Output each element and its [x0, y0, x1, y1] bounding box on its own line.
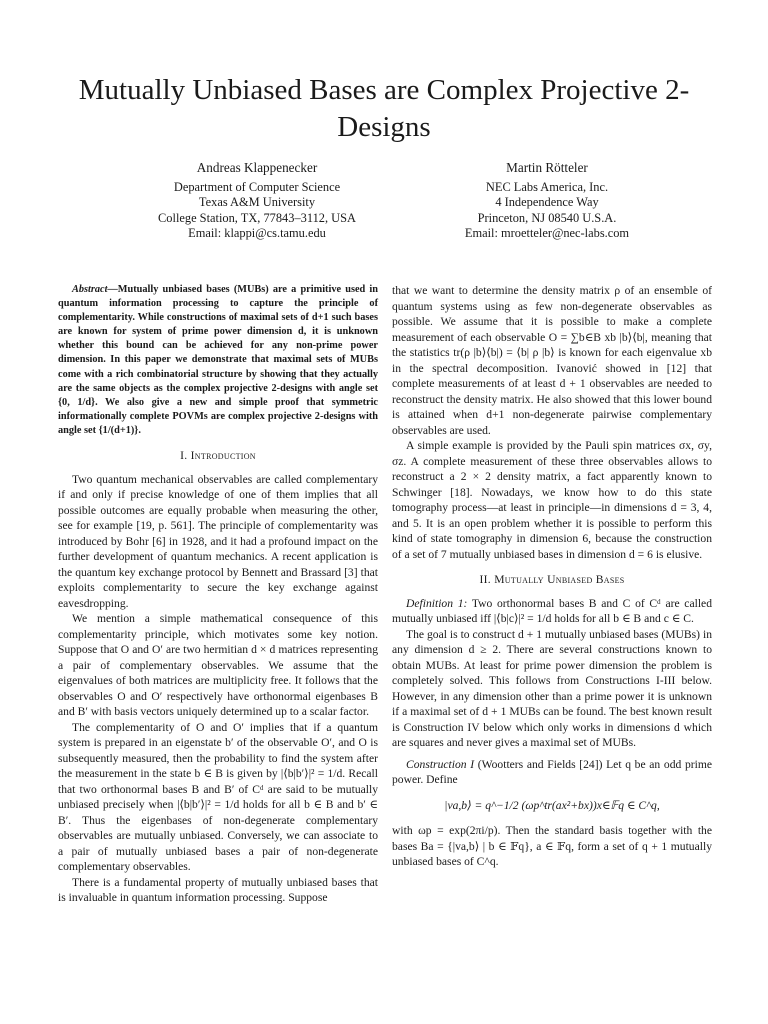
construction-paragraph: [392, 757, 712, 788]
section-heading-mub: II. Mutually Unbiased Bases: [479, 573, 625, 586]
author-block-1: [107, 160, 407, 242]
author-affiliation-line: 4 Independence Way: [495, 195, 599, 210]
body-paragraph: The goal is to construct d + 1 mutually unbiased bases (MUBs) in any dimension d ≥ 2. There are several constructions known to obtain MUBs. At least for prime power dimension the problem is completely solved. This follows from Constructions I-III below. However, in any dimension other than a prime power it is unknown if a maximal set of d + 1 MUBs can be found. The best known result is Construction IV below which only works in dimensions d which are squares and never gives a maximal set of MUBs.: [392, 627, 712, 749]
construction-text: (Wootters and Fields [24]) Let q be an odd prime power. Define: [392, 757, 712, 786]
intro-paragraph: Two quantum mechanical observables are called complementary if and only if precise knowledge of one of them implies that all possible outcomes are equally probable when measuring the other, see for example [19, p. 561]. The principle of complementarity was introduced by Bohr [6] in 1928, and it had a profound impact on the further development of quantum mechanics. A recent application is the quantum key exchange protocol by Bennett and Brassard [3] that exploits complementarity to secure the key exchange against eavesdropping.: [58, 472, 378, 610]
intro-paragraph: We mention a simple mathematical consequence of this complementarity principle, which motivates some key notion. Suppose that O and O′ are two hermitian d × d matrices representing a pair of complementary observables. We assume that the eigenvalues of both matrices are multiplicity free. It follows that the observables O and O′ respectively have orthonormal eigenbases B and B′ with basis vectors uniquely determined up to a scalar factor.: [58, 612, 378, 719]
construction-heading: Construction I: [406, 757, 475, 771]
section-heading-introduction: I. Introduction: [180, 449, 256, 463]
equation: |va,b⟩ = q^−1/2 (ωp^tr(ax²+bx))x∈𝔽q ∈ C^q,: [444, 798, 660, 812]
author-name: Andreas Klappenecker: [196, 160, 318, 175]
right-column: [392, 283, 712, 870]
body-paragraph: A simple example is provided by the Pauli spin matrices σx, σy, σz. A complete measurement of these three observables allows to reconstruct a 2 × 2 density matrix, a fact apparently known to Schwinger [18]. Nowadays, we know how to do this state tomography process—at least in principle—in dimensions d = 3, 4, and 5. It is an open problem whether it is possible to perform this kind of state tomography in dimension 6, because the construction of a set of 7 mutually unbiased bases in dimension d = 6 is elusive.: [392, 439, 712, 561]
author-email: Email: klappi@cs.tamu.edu: [188, 226, 326, 241]
definition-heading: Definition 1:: [406, 596, 468, 610]
author-block-2: [397, 160, 697, 242]
author-email: Email: mroetteler@nec-labs.com: [464, 226, 630, 241]
definition-text: Two orthonormal bases B and C of Cᵈ are called mutually unbiased iff |⟨b|c⟩|² = 1/d holds for all b ∈ B and c ∈ C.: [392, 596, 712, 625]
intro-paragraph: There is a fundamental property of mutually unbiased bases that is invaluable in quantum information processing. Suppose: [58, 875, 378, 905]
paper-title: Mutually Unbiased Bases are Complex Projective 2-Designs: [78, 74, 690, 143]
body-paragraph: that we want to determine the density matrix ρ of an ensemble of quantum systems using as few non-degenerate observables as possible. We assume that it is possible to make a complete measurement of each observable O = ∑b∈B xb |b⟩⟨b|, meaning that the statistics tr(ρ |b⟩⟨b|) = ⟨b| ρ |b⟩ is known for each eigenvalue xb in the spectral decomposition. Ivanović showed in [12] that complete measurements of at least d + 1 observables are needed to reconstruct the density matrix. He also showed that this lower bound is attained when d+1 non-degenerate pairwise complementary observables are used.: [392, 284, 712, 437]
definition-paragraph: [392, 596, 712, 627]
intro-paragraph: The complementarity of O and O′ implies that if a quantum system is prepared in an eigenstate b′ of the observable O′, and O is subsequently measured, then the probability to find the system after the measurement in the state b ∈ B is given by |⟨b|b′⟩|² = 1/d. Recall that two orthonormal bases B and B′ of Cᵈ are said to be mutually unbiased precisely when |⟨b|b′⟩|² = 1/d holds for all b ∈ B and b′ ∈ B′. Thus the eigenbases of non-degenerate complementary observables are mutually unbiased. Conversely, we can associate to a pair of mutually unbiased bases a pair of non-degenerate complementary observables.: [58, 720, 378, 874]
author-affiliation-line: Princeton, NJ 08540 U.S.A.: [477, 210, 617, 225]
author-affiliation-line: Texas A&M University: [198, 195, 316, 210]
left-column: [58, 283, 378, 906]
body-paragraph: with ωp = exp(2πi/p). Then the standard basis together with the bases Ba = {|va,b⟩ | b ∈ 𝔽q}, a ∈ 𝔽q, form a set of q + 1 mutually unbiased bases of C^q.: [392, 824, 712, 868]
abstract-heading: Abstract—: [72, 284, 118, 295]
author-affiliation-line: NEC Labs America, Inc.: [485, 179, 609, 194]
author-name: Martin Rötteler: [506, 160, 588, 175]
author-affiliation-line: Department of Computer Science: [173, 179, 341, 194]
abstract-text: Mutually unbiased bases (MUBs) are a primitive used in quantum information processing to capture the principle of complementarity. While constructions of maximal sets of d+1 such bases are known for system of prime power dimension d, it is unknown whether this bound can be achieved for any non-prime power dimension. In this paper we demonstrate that maximal sets of MUBs come with a rich combinatorial structure by showing that they actually are the same objects as the complex projective 2-designs with angle set {0, 1/d}. We also give a new and simple proof that symmetric informationally complete POVMs are complex projective 2-designs with angle set {1/(d+1)}.: [58, 284, 378, 436]
abstract: [58, 283, 378, 438]
author-affiliation-line: College Station, TX, 77843–3112, USA: [158, 210, 356, 225]
